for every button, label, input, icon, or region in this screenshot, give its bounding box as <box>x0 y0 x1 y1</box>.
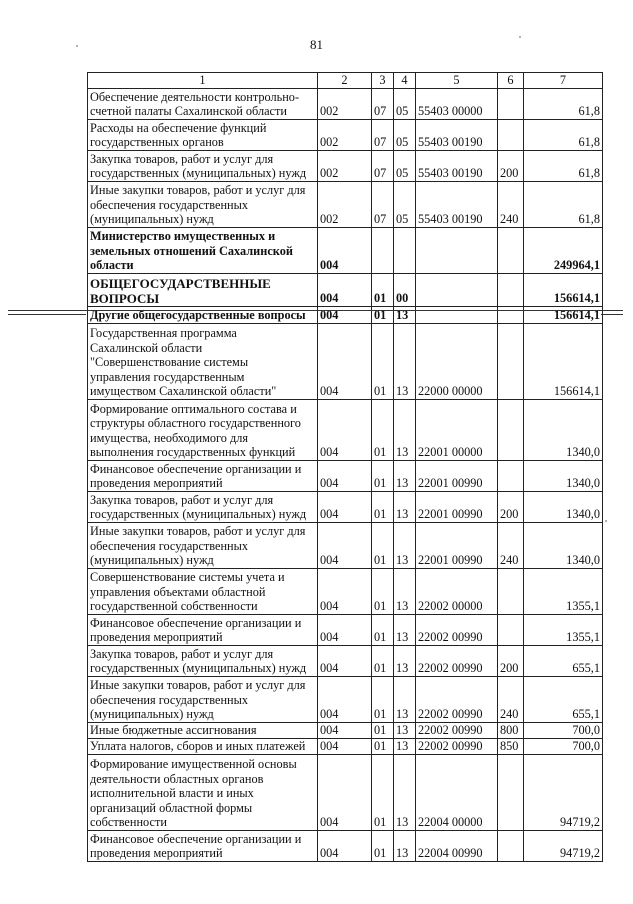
row-ved: 002 <box>318 150 372 181</box>
table-row <box>88 830 603 861</box>
row-name: Другие общегосударственные вопросы <box>88 306 318 323</box>
row-vr <box>498 399 524 460</box>
header-col-7: 7 <box>524 73 603 89</box>
row-ved: 004 <box>318 227 372 273</box>
row-csr: 22002 00990 <box>416 676 498 722</box>
row-vr: 200 <box>498 645 524 676</box>
header-col-6: 6 <box>498 73 524 89</box>
scan-speck <box>605 520 607 522</box>
row-ved: 004 <box>318 306 372 323</box>
row-sum: 1355,1 <box>524 614 603 645</box>
strike-line <box>8 310 623 311</box>
row-csr: 55403 00190 <box>416 150 498 181</box>
row-pr: 05 <box>394 119 416 150</box>
table-row <box>88 181 603 227</box>
row-vr: 850 <box>498 738 524 754</box>
header-col-5: 5 <box>416 73 498 89</box>
row-name: Иные закупки товаров, работ и услуг для обеспечения государственных (муниципальных) нужд <box>88 522 318 568</box>
row-rz: 01 <box>372 738 394 754</box>
row-vr <box>498 323 524 399</box>
row-ved: 004 <box>318 614 372 645</box>
row-ved: 002 <box>318 119 372 150</box>
row-sum: 156614,1 <box>524 306 603 323</box>
row-pr: 13 <box>394 722 416 738</box>
row-rz: 01 <box>372 568 394 614</box>
row-sum: 1340,0 <box>524 522 603 568</box>
row-name: ОБЩЕГОСУДАРСТВЕННЫЕ ВОПРОСЫ <box>88 273 318 306</box>
row-csr: 22002 00000 <box>416 568 498 614</box>
row-vr <box>498 306 524 323</box>
row-name: Формирование оптимального состава и структуры областного государственного имущества, необходимого для выполнения государственных функций <box>88 399 318 460</box>
row-name: Закупка товаров, работ и услуг для государственных (муниципальных) нужд <box>88 645 318 676</box>
row-name: Закупка товаров, работ и услуг для государственных (муниципальных) нужд <box>88 491 318 522</box>
row-csr: 22001 00000 <box>416 399 498 460</box>
row-sum: 156614,1 <box>524 323 603 399</box>
row-vr: 240 <box>498 181 524 227</box>
row-pr: 13 <box>394 738 416 754</box>
row-rz: 01 <box>372 323 394 399</box>
row-vr: 200 <box>498 491 524 522</box>
row-csr <box>416 273 498 306</box>
row-name: Финансовое обеспечение организации и проведения мероприятий <box>88 460 318 491</box>
row-ved: 004 <box>318 273 372 306</box>
row-rz: 01 <box>372 722 394 738</box>
row-vr: 240 <box>498 676 524 722</box>
row-name: Министерство имущественных и земельных отношений Сахалинской области <box>88 227 318 273</box>
row-csr: 22002 00990 <box>416 738 498 754</box>
row-rz: 01 <box>372 306 394 323</box>
row-ved: 002 <box>318 88 372 119</box>
row-sum: 249964,1 <box>524 227 603 273</box>
row-name: Уплата налогов, сборов и иных платежей <box>88 738 318 754</box>
row-csr: 22002 00990 <box>416 722 498 738</box>
table-row <box>88 722 603 738</box>
row-name: Финансовое обеспечение организации и проведения мероприятий <box>88 830 318 861</box>
row-vr <box>498 614 524 645</box>
table-row <box>88 738 603 754</box>
row-rz: 01 <box>372 614 394 645</box>
row-pr: 13 <box>394 306 416 323</box>
row-sum: 1355,1 <box>524 568 603 614</box>
row-pr: 13 <box>394 460 416 491</box>
table-row <box>88 227 603 273</box>
row-pr: 13 <box>394 399 416 460</box>
row-ved: 004 <box>318 491 372 522</box>
strike-line-right <box>601 314 623 315</box>
row-name: Государственная программа Сахалинской области "Совершенствование системы управления государственным имуществом Сахалинской области" <box>88 323 318 399</box>
table-row <box>88 522 603 568</box>
row-sum: 700,0 <box>524 738 603 754</box>
row-vr <box>498 88 524 119</box>
table-row <box>88 676 603 722</box>
row-pr: 05 <box>394 181 416 227</box>
row-pr <box>394 227 416 273</box>
row-rz: 01 <box>372 491 394 522</box>
row-rz: 01 <box>372 676 394 722</box>
table-row <box>88 88 603 119</box>
row-sum: 61,8 <box>524 88 603 119</box>
row-vr <box>498 460 524 491</box>
row-sum: 655,1 <box>524 676 603 722</box>
table-row <box>88 119 603 150</box>
row-sum: 156614,1 <box>524 273 603 306</box>
row-name: Закупка товаров, работ и услуг для государственных (муниципальных) нужд <box>88 150 318 181</box>
page-number: 81 <box>310 37 323 52</box>
row-csr: 22001 00990 <box>416 522 498 568</box>
row-vr: 200 <box>498 150 524 181</box>
table-row <box>88 150 603 181</box>
row-csr: 55403 00190 <box>416 119 498 150</box>
header-col-4: 4 <box>394 73 416 89</box>
row-rz: 07 <box>372 181 394 227</box>
table-row <box>88 306 603 323</box>
row-pr: 13 <box>394 645 416 676</box>
row-pr: 13 <box>394 522 416 568</box>
table-row <box>88 645 603 676</box>
row-ved: 004 <box>318 460 372 491</box>
table-row <box>88 491 603 522</box>
row-sum: 1340,0 <box>524 491 603 522</box>
row-csr: 22004 00990 <box>416 830 498 861</box>
row-sum: 61,8 <box>524 181 603 227</box>
row-csr: 22000 00000 <box>416 323 498 399</box>
row-ved: 004 <box>318 645 372 676</box>
row-name: Обеспечение деятельности контрольно- счетной палаты Сахалинской области <box>88 88 318 119</box>
row-csr: 22001 00990 <box>416 460 498 491</box>
row-sum: 94719,2 <box>524 830 603 861</box>
row-sum: 94719,2 <box>524 754 603 830</box>
table-row <box>88 399 603 460</box>
row-ved: 004 <box>318 722 372 738</box>
table-row <box>88 323 603 399</box>
row-ved: 004 <box>318 568 372 614</box>
row-rz: 07 <box>372 150 394 181</box>
row-vr <box>498 568 524 614</box>
row-rz: 01 <box>372 522 394 568</box>
row-pr: 00 <box>394 273 416 306</box>
row-pr: 05 <box>394 88 416 119</box>
strike-line-left <box>8 314 86 315</box>
row-name: Формирование имущественной основы деятельности областных органов исполнительной власти и иных организаций областной формы собственности <box>88 754 318 830</box>
scan-speck <box>76 45 78 47</box>
row-sum: 700,0 <box>524 722 603 738</box>
row-name: Расходы на обеспечение функций государственных органов <box>88 119 318 150</box>
row-vr <box>498 830 524 861</box>
row-rz: 01 <box>372 460 394 491</box>
row-csr: 22001 00990 <box>416 491 498 522</box>
table-row <box>88 568 603 614</box>
row-name: Иные закупки товаров, работ и услуг для обеспечения государственных (муниципальных) нужд <box>88 181 318 227</box>
header-col-2: 2 <box>318 73 372 89</box>
row-ved: 004 <box>318 323 372 399</box>
row-csr: 55403 00190 <box>416 181 498 227</box>
row-vr <box>498 119 524 150</box>
budget-table <box>87 72 603 862</box>
row-vr: 240 <box>498 522 524 568</box>
header-col-3: 3 <box>372 73 394 89</box>
table-row <box>88 614 603 645</box>
row-sum: 1340,0 <box>524 460 603 491</box>
row-name: Иные бюджетные ассигнования <box>88 722 318 738</box>
row-rz: 07 <box>372 88 394 119</box>
row-rz: 01 <box>372 645 394 676</box>
row-rz <box>372 227 394 273</box>
row-csr: 22002 00990 <box>416 645 498 676</box>
table-body <box>88 88 603 861</box>
row-pr: 13 <box>394 568 416 614</box>
row-rz: 01 <box>372 830 394 861</box>
row-vr <box>498 227 524 273</box>
row-rz: 01 <box>372 399 394 460</box>
header-col-1: 1 <box>88 73 318 89</box>
row-ved: 004 <box>318 830 372 861</box>
row-pr: 13 <box>394 754 416 830</box>
row-csr: 55403 00000 <box>416 88 498 119</box>
row-csr <box>416 306 498 323</box>
row-sum: 655,1 <box>524 645 603 676</box>
table-row <box>88 460 603 491</box>
row-csr <box>416 227 498 273</box>
row-pr: 05 <box>394 150 416 181</box>
table-row <box>88 273 603 306</box>
row-ved: 004 <box>318 738 372 754</box>
row-name: Иные закупки товаров, работ и услуг для обеспечения государственных (муниципальных) нужд <box>88 676 318 722</box>
row-rz: 07 <box>372 119 394 150</box>
row-vr: 800 <box>498 722 524 738</box>
row-ved: 004 <box>318 754 372 830</box>
row-pr: 13 <box>394 830 416 861</box>
row-sum: 61,8 <box>524 150 603 181</box>
header-row <box>88 73 603 89</box>
row-vr <box>498 754 524 830</box>
row-pr: 13 <box>394 323 416 399</box>
row-vr <box>498 273 524 306</box>
row-ved: 002 <box>318 181 372 227</box>
row-ved: 004 <box>318 676 372 722</box>
row-ved: 004 <box>318 522 372 568</box>
row-pr: 13 <box>394 491 416 522</box>
table-row <box>88 754 603 830</box>
row-csr: 22004 00000 <box>416 754 498 830</box>
scan-speck <box>519 36 521 38</box>
row-pr: 13 <box>394 614 416 645</box>
row-pr: 13 <box>394 676 416 722</box>
row-name: Финансовое обеспечение организации и проведения мероприятий <box>88 614 318 645</box>
row-sum: 1340,0 <box>524 399 603 460</box>
row-csr: 22002 00990 <box>416 614 498 645</box>
row-rz: 01 <box>372 754 394 830</box>
row-sum: 61,8 <box>524 119 603 150</box>
row-ved: 004 <box>318 399 372 460</box>
row-name: Совершенствование системы учета и управления объектами областной государственной собственности <box>88 568 318 614</box>
row-rz: 01 <box>372 273 394 306</box>
